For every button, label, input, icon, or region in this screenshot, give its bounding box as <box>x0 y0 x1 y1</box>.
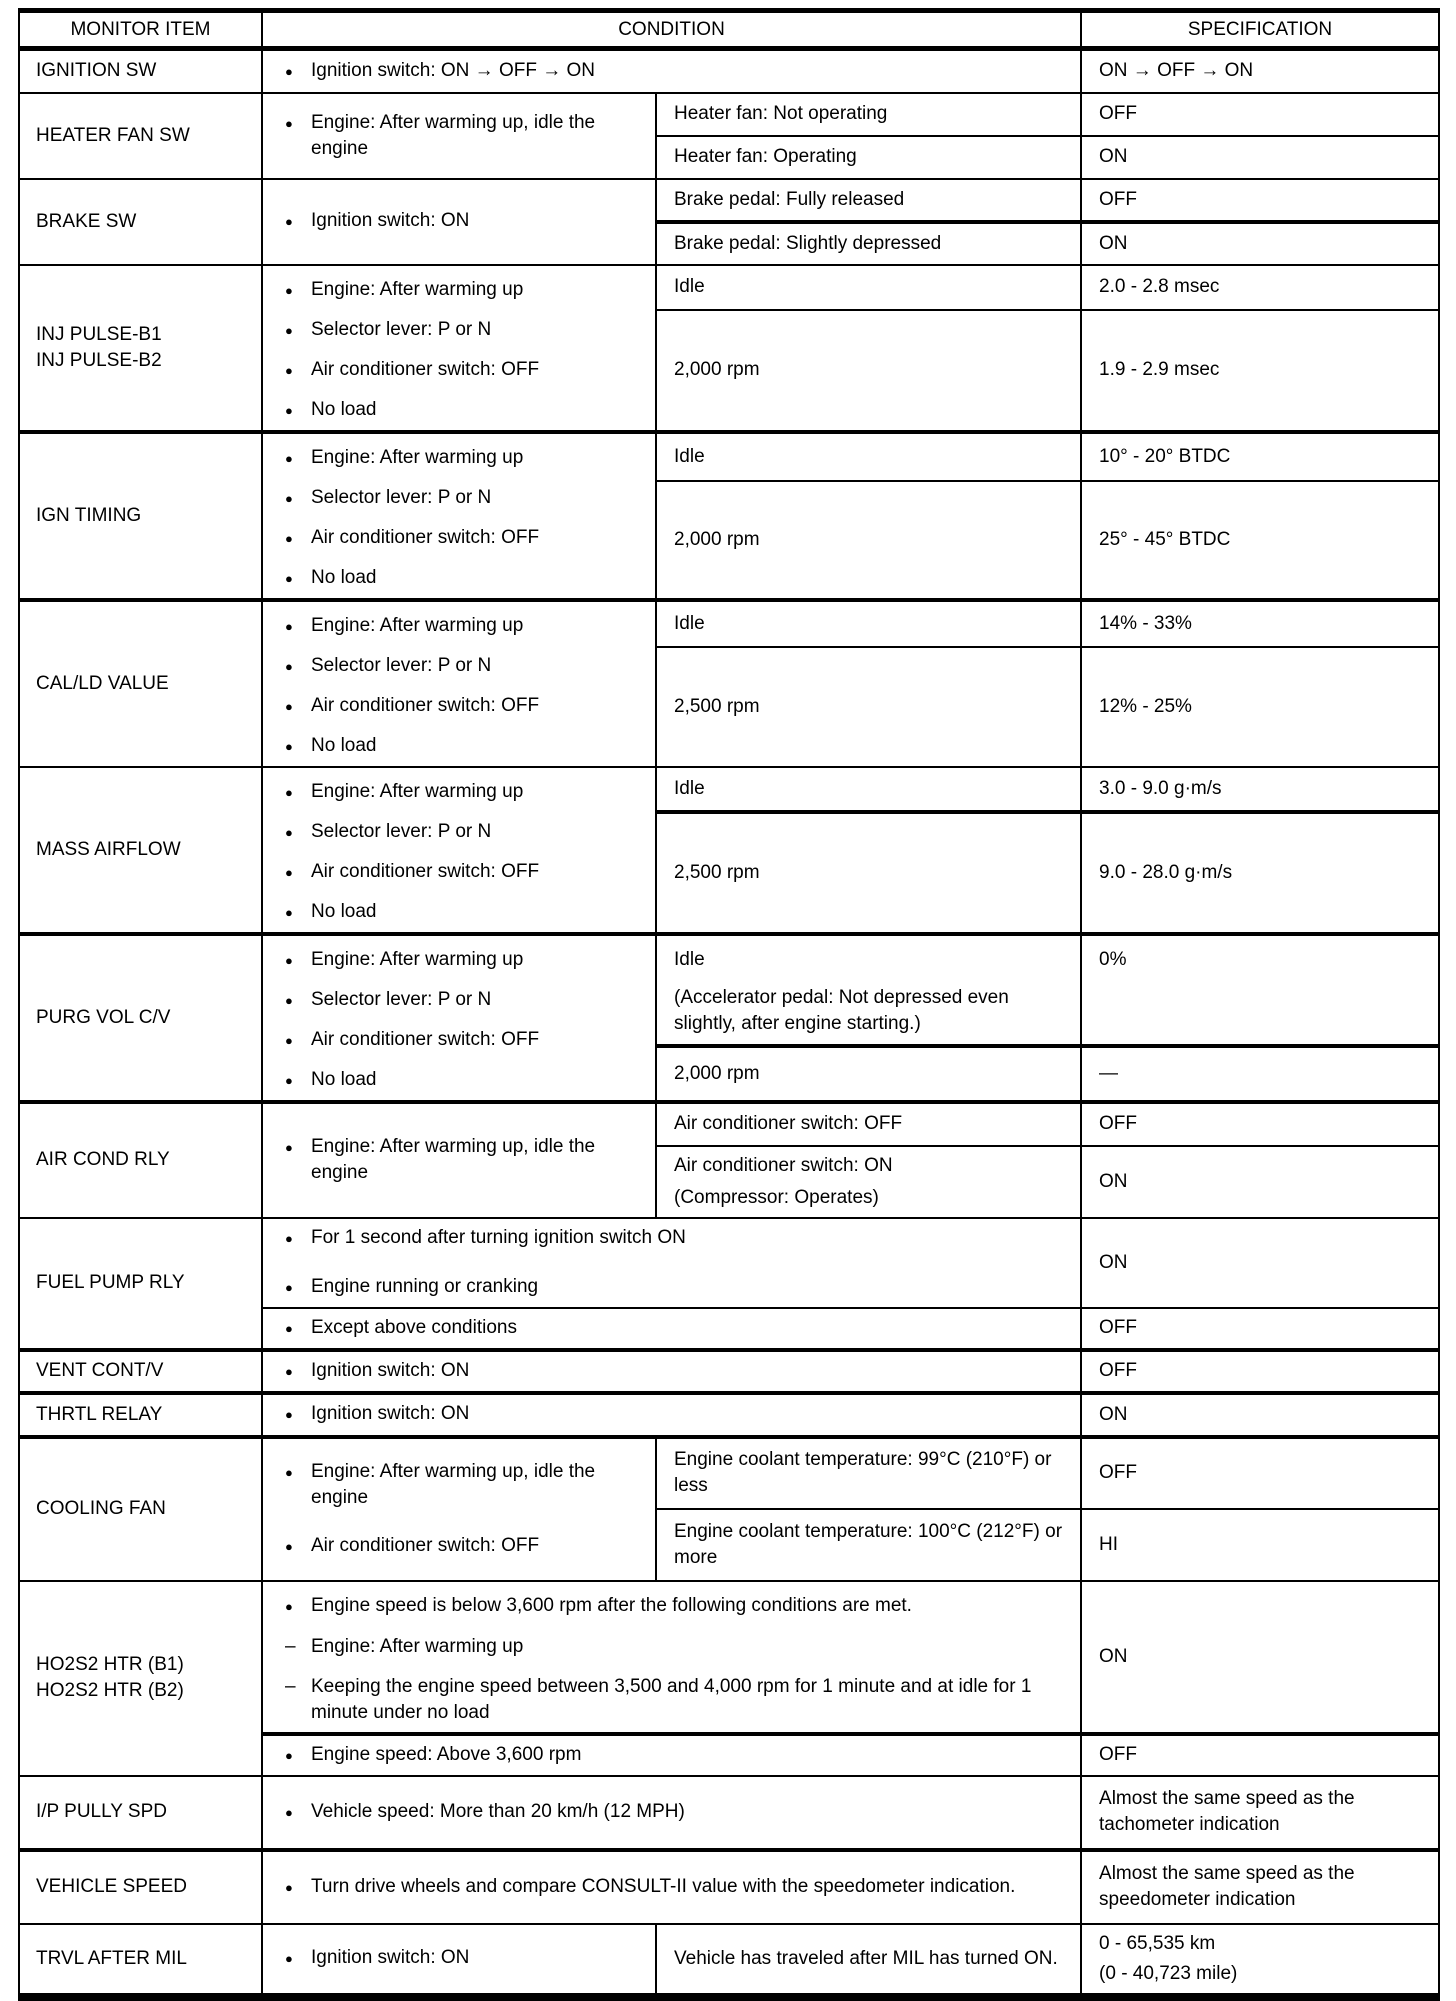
spec-text: ON <box>1099 146 1128 167</box>
spec-text: (0 - 40,723 mile) <box>1099 1962 1238 1984</box>
condition-cell <box>262 1776 1081 1850</box>
monitor-item-line: INJ PULSE-B1 <box>36 323 162 345</box>
spec-text: Almost the same speed as the speedometer indication <box>1099 1863 1355 1910</box>
row-purg-vol-cv-1 <box>19 934 1439 1046</box>
spec-text: OFF <box>1099 1360 1138 1381</box>
spec-text: OFF <box>1099 103 1138 124</box>
bullet-icon <box>285 1593 311 1620</box>
monitor-item-line: HO2S2 HTR (B2) <box>36 1680 184 1701</box>
condition-sub-cell <box>656 481 1081 599</box>
condition-bullet: Air conditioner switch: OFF <box>311 1028 540 1050</box>
monitor-item: CAL/LD VALUE <box>19 600 262 767</box>
condition-text: Ignition switch: ON <box>311 1403 470 1424</box>
spec-text: ON <box>1099 232 1128 254</box>
dash-icon <box>285 1634 311 1660</box>
spec-text: HI <box>1099 1533 1119 1555</box>
spec-cell <box>1081 1218 1439 1308</box>
condition-bullet: Selector lever: P or N <box>311 654 492 676</box>
row-ignition-sw <box>19 49 1439 93</box>
spec-text: ON <box>1099 1403 1128 1425</box>
spec-text: OFF <box>1099 188 1138 210</box>
condition-cell <box>262 432 656 600</box>
monitor-item: AIR COND RLY <box>19 1102 262 1218</box>
condition-bullet: Engine running or cranking <box>311 1275 539 1297</box>
spec-text: 25° - 45° BTDC <box>1099 528 1231 550</box>
spec-text: 2.0 - 2.8 msec <box>1099 276 1220 298</box>
spec-cell <box>1081 93 1439 136</box>
condition-sub-cell <box>656 136 1081 179</box>
condition-bullet: Except above conditions <box>311 1316 517 1338</box>
bullet-icon <box>285 1799 311 1826</box>
bullet-icon <box>285 733 311 760</box>
spec-cell <box>1081 647 1439 767</box>
bullet-icon <box>285 1274 311 1301</box>
spec-text: 9.0 - 28.0 g·m/s <box>1099 861 1233 883</box>
spec-text: — <box>1099 1062 1119 1084</box>
condition-sub-text: Idle <box>674 948 705 970</box>
row-trvl-after-mil <box>19 1924 1439 1997</box>
monitor-item: BRAKE SW <box>19 179 262 265</box>
condition-point: Engine: After warming up <box>311 1635 524 1657</box>
header-specification: SPECIFICATION <box>1081 11 1439 49</box>
bullet-icon <box>285 445 311 472</box>
spec-cell <box>1081 222 1439 265</box>
condition-text: Vehicle speed: More than 20 km/h (12 MPH) <box>311 1800 685 1822</box>
spec-text: ON <box>1099 1251 1128 1273</box>
row-inj-pulse-1 <box>19 265 1439 311</box>
condition-cell <box>262 179 656 265</box>
condition-cell <box>262 49 1081 93</box>
condition-sub-cell <box>656 93 1081 136</box>
condition-sub-text: 2,000 rpm <box>674 359 760 381</box>
condition-sub-note: (Accelerator pedal: Not depressed even slightly, after engine starting.) <box>674 986 1009 1034</box>
condition-cell <box>262 1393 1081 1437</box>
condition-bullet: No load <box>311 1068 377 1090</box>
spec-cell <box>1081 1437 1439 1509</box>
spec-cell <box>1081 1308 1439 1350</box>
condition-sub-text: Idle <box>674 777 705 799</box>
spec-text: OFF <box>1099 1113 1138 1134</box>
spec-cell <box>1081 1776 1439 1850</box>
spec-cell <box>1081 1102 1439 1146</box>
condition-cell <box>262 265 656 432</box>
spec-cell <box>1081 1509 1439 1581</box>
bullet-icon <box>285 1027 311 1054</box>
spec-cell <box>1081 1046 1439 1102</box>
dash-icon <box>285 1674 311 1700</box>
condition-sub-cell <box>656 265 1081 311</box>
condition-sub-text: Brake pedal: Slightly depressed <box>674 232 942 254</box>
row-heater-fan-sw-1 <box>19 93 1439 136</box>
condition-cell <box>262 1308 1081 1350</box>
condition-bullet: Air conditioner switch: OFF <box>311 1534 540 1556</box>
spec-cell <box>1081 481 1439 599</box>
row-vent-cont-v <box>19 1350 1439 1393</box>
header-condition: CONDITION <box>262 11 1081 49</box>
bullet-icon <box>285 397 311 424</box>
bullet-icon <box>285 58 311 85</box>
bullet-icon <box>285 947 311 974</box>
header-row <box>19 11 1439 49</box>
condition-bullet: Selector lever: P or N <box>311 318 492 340</box>
condition-sub-text: Air conditioner switch: ON <box>674 1154 893 1176</box>
bullet-icon <box>285 1533 311 1560</box>
condition-bullet: No load <box>311 398 377 420</box>
spec-cell <box>1081 49 1439 93</box>
condition-cell <box>262 1924 656 1997</box>
bullet-icon <box>285 899 311 926</box>
monitor-item: I/P PULLY SPD <box>19 1776 262 1850</box>
spec-cell <box>1081 179 1439 222</box>
spec-cell <box>1081 265 1439 311</box>
row-fuel-pump-rly-1 <box>19 1218 1439 1308</box>
spec-cell <box>1081 767 1439 812</box>
condition-cell <box>262 600 656 767</box>
row-vehicle-speed <box>19 1850 1439 1924</box>
condition-bullet: Air conditioner switch: OFF <box>311 526 540 548</box>
condition-sub-cell <box>656 1437 1081 1509</box>
condition-bullet: No load <box>311 566 377 588</box>
condition-sub-cell <box>656 222 1081 265</box>
spec-text: 3.0 - 9.0 g·m/s <box>1099 777 1222 799</box>
condition-sub-cell <box>656 1046 1081 1102</box>
condition-bullet: No load <box>311 734 377 756</box>
spec-text: 14% - 33% <box>1099 612 1192 634</box>
bullet-icon <box>285 859 311 886</box>
condition-text: Engine: After warming up, idle the engine <box>311 1136 596 1183</box>
monitor-item-line: HO2S2 HTR (B1) <box>36 1654 184 1675</box>
monitor-item: IGNITION SW <box>19 49 262 93</box>
condition-cell <box>262 1350 1081 1393</box>
condition-sub-text: Heater fan: Operating <box>674 146 857 167</box>
monitor-item <box>19 265 262 432</box>
condition-bullet: Engine: After warming up <box>311 780 524 802</box>
row-ign-timing-1 <box>19 432 1439 482</box>
condition-sub-text: Vehicle has traveled after MIL has turned ON. <box>674 1947 1058 1969</box>
condition-bullet: Engine: After warming up, idle the engine <box>311 1460 596 1508</box>
spec-cell <box>1081 136 1439 179</box>
condition-cell <box>262 934 656 1102</box>
condition-sub-cell <box>656 1146 1081 1218</box>
spec-cell <box>1081 1350 1439 1393</box>
condition-bullet: Air conditioner switch: OFF <box>311 860 540 882</box>
row-ho2s2-htr-1 <box>19 1581 1439 1734</box>
bullet-icon <box>285 987 311 1014</box>
bullet-icon <box>285 317 311 344</box>
bullet-icon <box>285 1134 311 1161</box>
spec-text: 1.9 - 2.9 msec <box>1099 359 1220 381</box>
condition-sub-cell <box>656 647 1081 767</box>
spec-cell <box>1081 934 1439 1046</box>
monitor-item-line: INJ PULSE-B2 <box>36 349 162 371</box>
bullet-icon <box>285 277 311 304</box>
condition-sub-text: Idle <box>674 612 705 634</box>
condition-sub-cell <box>656 767 1081 812</box>
spec-cell <box>1081 1850 1439 1924</box>
condition-sub-cell <box>656 934 1081 1046</box>
condition-sub-cell <box>656 1102 1081 1146</box>
condition-sub-cell <box>656 310 1081 431</box>
spec-cell <box>1081 1146 1439 1218</box>
bullet-icon <box>285 693 311 720</box>
spec-text: 10° - 20° BTDC <box>1099 445 1231 467</box>
row-ip-pully-spd <box>19 1776 1439 1850</box>
condition-bullet: Selector lever: P or N <box>311 486 492 508</box>
condition-sub-text: Heater fan: Not operating <box>674 103 888 124</box>
condition-sub-text: Idle <box>674 276 705 298</box>
bullet-icon <box>285 1742 311 1769</box>
header-monitor-item: MONITOR ITEM <box>19 11 262 49</box>
condition-text: Ignition switch: ON <box>311 1947 470 1968</box>
spec-cell <box>1081 432 1439 482</box>
condition-cell <box>262 1734 1081 1776</box>
bullet-icon <box>285 1874 311 1901</box>
bullet-icon <box>285 819 311 846</box>
condition-cell <box>262 93 656 179</box>
spec-text: 12% - 25% <box>1099 695 1192 717</box>
condition-sub-cell <box>656 812 1081 934</box>
spec-text: ON <box>1099 1170 1128 1192</box>
monitor-item: IGN TIMING <box>19 432 262 600</box>
monitor-item: COOLING FAN <box>19 1437 262 1581</box>
condition-text: Turn drive wheels and compare CONSULT-II value with the speedometer indication. <box>311 1875 1016 1897</box>
spec-text: OFF <box>1099 1744 1138 1765</box>
bullet-icon <box>285 1459 311 1486</box>
bullet-icon <box>285 565 311 592</box>
condition-sub-cell <box>656 600 1081 647</box>
bullet-icon <box>285 653 311 680</box>
condition-sub-text: Air conditioner switch: OFF <box>674 1113 903 1134</box>
monitor-spec-table <box>18 8 1440 2001</box>
spec-cell <box>1081 812 1439 934</box>
condition-sub-cell <box>656 1509 1081 1581</box>
row-mass-airflow-1 <box>19 767 1439 812</box>
bullet-icon <box>285 208 311 235</box>
condition-sub-text: 2,500 rpm <box>674 695 760 717</box>
condition-bullet: Selector lever: P or N <box>311 820 492 842</box>
bullet-icon <box>285 1067 311 1094</box>
monitor-item: FUEL PUMP RLY <box>19 1218 262 1350</box>
condition-bullet: Engine: After warming up <box>311 446 524 468</box>
condition-sub-cell <box>656 432 1081 482</box>
condition-text: Ignition switch: ON <box>311 1359 470 1381</box>
condition-sub-text: Idle <box>674 445 705 467</box>
condition-bullet: Air conditioner switch: OFF <box>311 694 540 716</box>
condition-sub-cell <box>656 1924 1081 1997</box>
condition-sub-text: Engine coolant temperature: 100°C (212°F) or more <box>674 1520 1063 1568</box>
row-cooling-fan-1 <box>19 1437 1439 1509</box>
spec-cell <box>1081 1393 1439 1437</box>
condition-bullet: Selector lever: P or N <box>311 988 492 1010</box>
monitor-item: MASS AIRFLOW <box>19 767 262 934</box>
condition-bullet: Engine: After warming up <box>311 614 524 636</box>
condition-cell <box>262 1850 1081 1924</box>
condition-sub-note: (Compressor: Operates) <box>674 1186 879 1208</box>
bullet-icon <box>285 525 311 552</box>
bullet-icon <box>285 1945 311 1972</box>
bullet-icon <box>285 1315 311 1342</box>
condition-cell <box>262 1581 1081 1734</box>
spec-text: 0 - 65,535 km <box>1099 1932 1216 1954</box>
bullet-icon <box>285 485 311 512</box>
spec-text: ON <box>1099 1645 1128 1667</box>
condition-bullet: Engine: After warming up <box>311 278 524 300</box>
condition-sub-text: 2,500 rpm <box>674 861 760 883</box>
condition-bullet: Air conditioner switch: OFF <box>311 358 540 380</box>
condition-sub-text: 2,000 rpm <box>674 1062 760 1084</box>
monitor-item: PURG VOL C/V <box>19 934 262 1102</box>
condition-text: Ignition switch: ON → OFF → ON <box>311 59 595 81</box>
spec-text: Almost the same speed as the tachometer indication <box>1099 1788 1355 1835</box>
monitor-item: TRVL AFTER MIL <box>19 1924 262 1997</box>
row-thrtl-relay <box>19 1393 1439 1437</box>
monitor-item: VEHICLE SPEED <box>19 1850 262 1924</box>
condition-text: Ignition switch: ON <box>311 210 470 231</box>
bullet-icon <box>285 110 311 137</box>
condition-sub-cell <box>656 179 1081 222</box>
spec-cell <box>1081 310 1439 431</box>
condition-sub-text: Brake pedal: Fully released <box>674 188 905 210</box>
condition-bullet: Engine: After warming up <box>311 948 524 970</box>
spec-cell <box>1081 1581 1439 1734</box>
condition-text: Engine speed: Above 3,600 rpm <box>311 1743 582 1765</box>
monitor-item <box>19 1581 262 1776</box>
bullet-icon <box>285 1358 311 1385</box>
row-brake-sw-1 <box>19 179 1439 222</box>
condition-bullet: No load <box>311 900 377 922</box>
spec-text: OFF <box>1099 1317 1138 1338</box>
row-cal-ld-value-1 <box>19 600 1439 647</box>
spec-cell <box>1081 1924 1439 1997</box>
condition-text: Engine: After warming up, idle the engine <box>311 111 596 159</box>
monitor-item: THRTL RELAY <box>19 1393 262 1437</box>
condition-cell <box>262 1102 656 1218</box>
condition-cell <box>262 767 656 934</box>
bullet-icon <box>285 1401 311 1428</box>
spec-text: 0% <box>1099 948 1127 970</box>
monitor-item: HEATER FAN SW <box>19 93 262 179</box>
bullet-icon <box>285 357 311 384</box>
spec-text: OFF <box>1099 1462 1138 1483</box>
condition-bullet: For 1 second after turning ignition switch ON <box>311 1226 686 1248</box>
condition-bullet: Engine speed is below 3,600 rpm after the following conditions are met. <box>311 1594 912 1616</box>
condition-sub-text: Engine coolant temperature: 99°C (210°F) or less <box>674 1449 1052 1496</box>
spec-cell <box>1081 600 1439 647</box>
bullet-icon <box>285 1225 311 1252</box>
spec-cell <box>1081 1734 1439 1776</box>
spec-text: ON → OFF → ON <box>1099 60 1254 82</box>
condition-cell <box>262 1437 656 1581</box>
condition-sub-text: 2,000 rpm <box>674 528 760 550</box>
bullet-icon <box>285 613 311 640</box>
condition-point: Keeping the engine speed between 3,500 and 4,000 rpm for 1 minute and at idle for 1 minute under no load <box>311 1675 1032 1723</box>
condition-cell <box>262 1218 1081 1308</box>
bullet-icon <box>285 779 311 806</box>
row-air-cond-rly-1 <box>19 1102 1439 1146</box>
monitor-item: VENT CONT/V <box>19 1350 262 1393</box>
